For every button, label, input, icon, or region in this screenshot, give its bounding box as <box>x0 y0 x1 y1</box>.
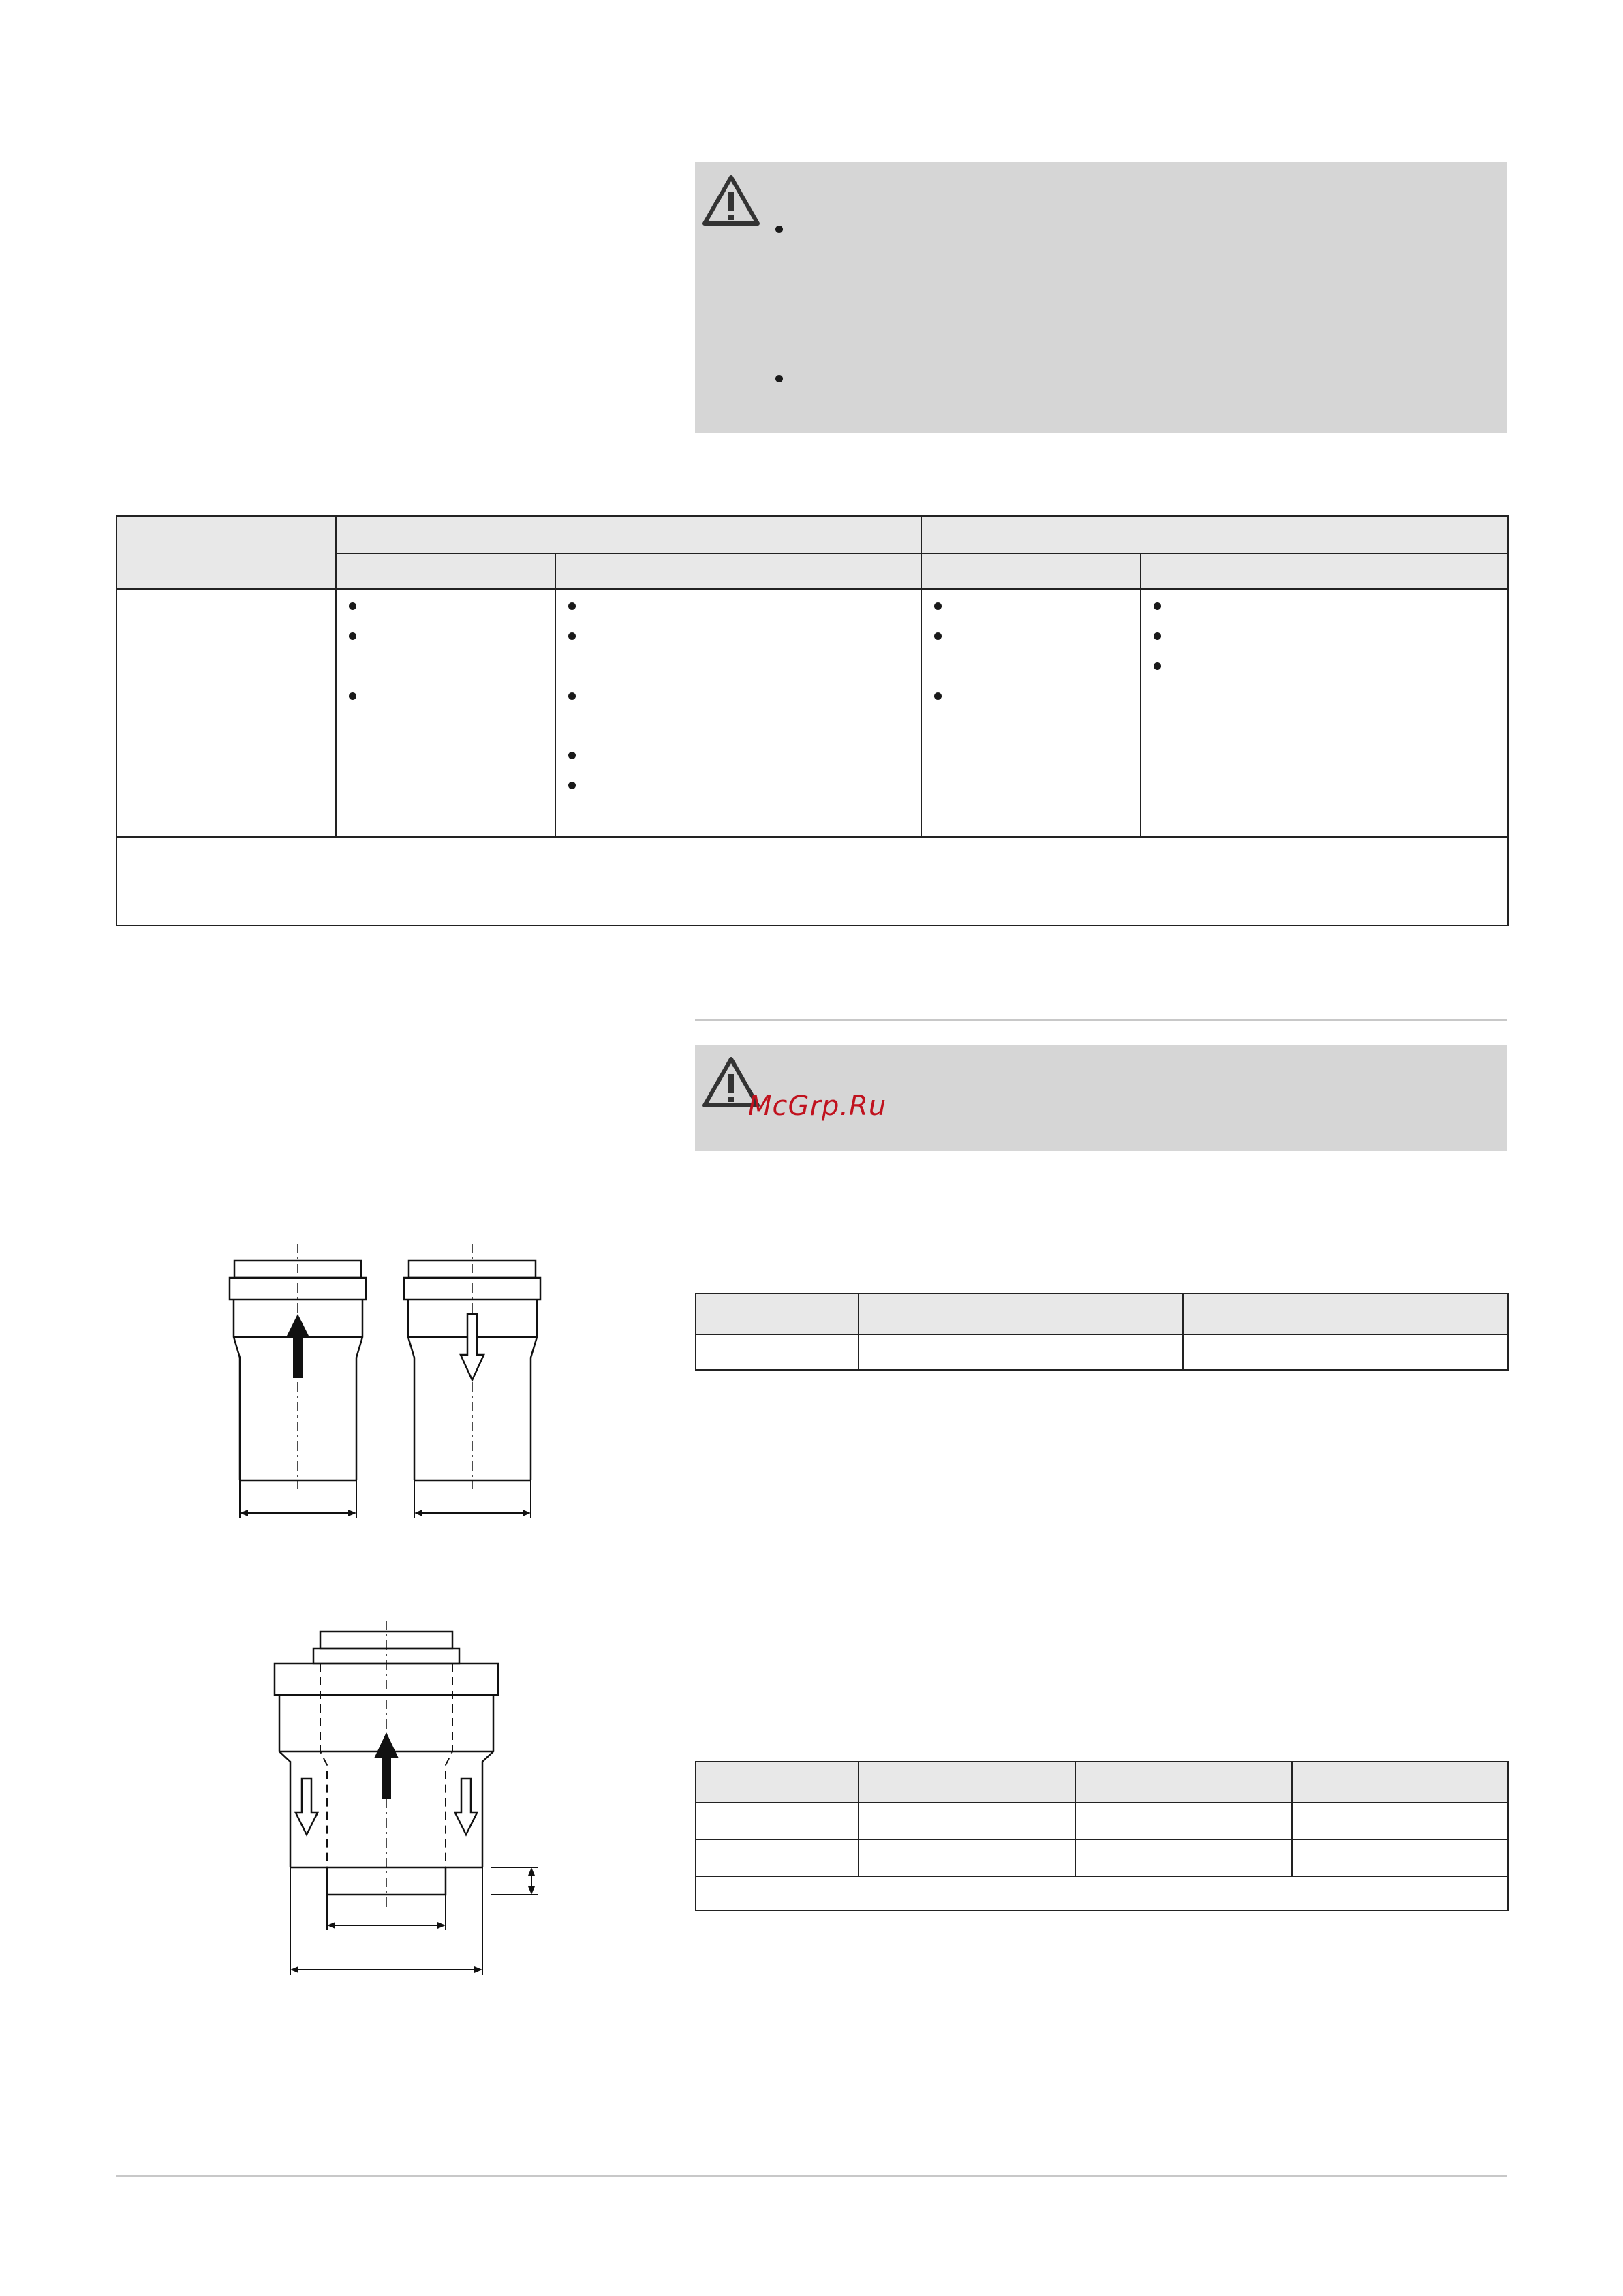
table-corner-header <box>117 516 336 589</box>
table-cell-2 <box>555 589 921 837</box>
warning-triangle-icon <box>700 173 762 228</box>
table-subheader-4 <box>1141 553 1508 589</box>
table2-row1-cell-1 <box>696 1803 859 1839</box>
table2-header-3 <box>1075 1762 1292 1803</box>
table2-row1-cell-4 <box>1292 1803 1508 1839</box>
table2-footnote-row <box>696 1876 1508 1910</box>
table1-cell-1 <box>696 1334 859 1370</box>
table2-header-1 <box>696 1762 859 1803</box>
table2-header-2 <box>859 1762 1075 1803</box>
table-row-label <box>117 589 336 837</box>
table2-row1-cell-2 <box>859 1803 1075 1839</box>
table2-header-4 <box>1292 1762 1508 1803</box>
warning-bullet-1 <box>775 226 783 233</box>
concentric-adapter-drawing <box>259 1615 559 1997</box>
table-cell-4 <box>1141 589 1508 837</box>
pipe-adapter-drawing <box>218 1240 559 1540</box>
table1-cell-3 <box>1183 1334 1508 1370</box>
table1-header-3 <box>1183 1294 1508 1334</box>
table1-cell-2 <box>859 1334 1183 1370</box>
table-cell-1 <box>336 589 555 837</box>
table1-header-2 <box>859 1294 1183 1334</box>
table-subheader-2 <box>555 553 921 589</box>
table1-header-1 <box>696 1294 859 1334</box>
main-table <box>116 515 1509 926</box>
table2-row2-cell-3 <box>1075 1839 1292 1876</box>
table-group-header-1 <box>336 516 921 553</box>
warning-box-top <box>695 162 1507 433</box>
table2-row2-cell-4 <box>1292 1839 1508 1876</box>
footer-rule <box>116 2175 1507 2177</box>
table-subheader-3 <box>921 553 1141 589</box>
table-cell-3 <box>921 589 1141 837</box>
warning-bullet-2 <box>775 375 783 382</box>
watermark: McGrp.Ru <box>748 1090 887 1122</box>
dimension-table-2 <box>695 1761 1509 1911</box>
table2-row2-cell-1 <box>696 1839 859 1876</box>
table-subheader-1 <box>336 553 555 589</box>
table2-row1-cell-3 <box>1075 1803 1292 1839</box>
table-group-header-2 <box>921 516 1508 553</box>
section-rule <box>695 1019 1507 1021</box>
dimension-table-1 <box>695 1293 1509 1371</box>
table-footnote-row <box>117 837 1508 925</box>
table2-row2-cell-2 <box>859 1839 1075 1876</box>
